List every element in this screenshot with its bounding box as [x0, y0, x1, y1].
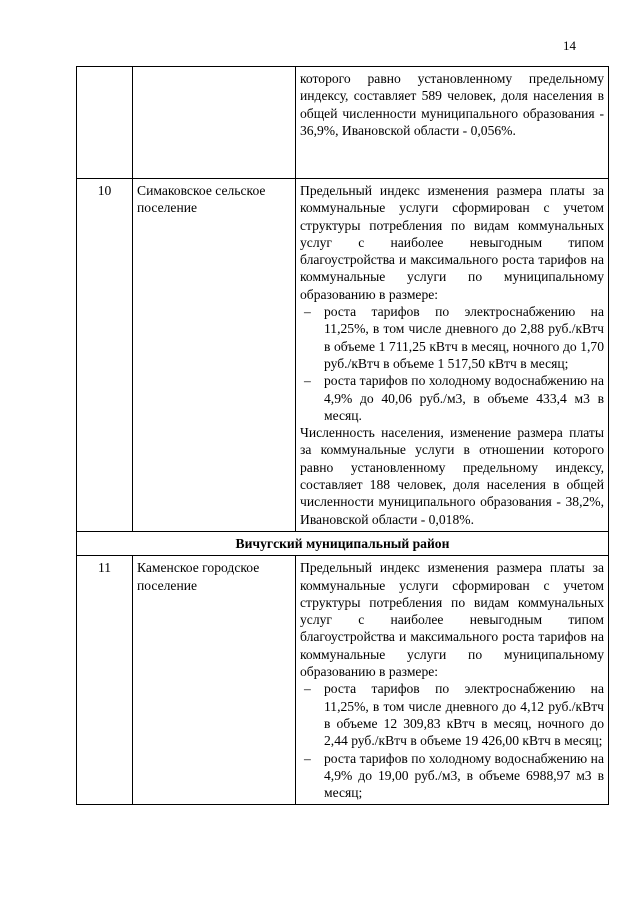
table-row — [77, 179, 609, 532]
bullet-list — [300, 680, 604, 801]
settlement-name: Симаковское сельское поселение — [133, 179, 296, 532]
list-item: – роста тарифов по холодному водоснабжению на 4,9% до 19,00 руб./м3, в объеме 6988,97 м3 в месяц; — [304, 750, 604, 801]
description-closing: Численность населения, изменение размера платы за коммунальные услуги в отношении которого равно установленному предельному индексу, составляет 188 человек, доля населения в общей численности муниципального образования - 38,2%, Ивановской области - 0,018%. — [300, 425, 604, 527]
dash-bullet: – — [304, 750, 311, 766]
section-header-row — [77, 531, 609, 555]
cell-description — [296, 556, 609, 805]
list-item: – роста тарифов по электроснабжению на 11,25%, в том числе дневного до 2,88 руб./кВтч в объеме 1 711,25 кВтч в месяц, ночного до 1,70 руб./кВтч в объеме 1 517,50 кВтч в месяц; — [304, 304, 604, 371]
cell-description — [296, 179, 609, 532]
dash-bullet: – — [304, 304, 311, 320]
dash-bullet: – — [304, 373, 311, 389]
description-text: которого равно установленному предельному индексу, составляет 589 человек, доля населения в общей численности муниципального образования - 36,9%, Ивановской области - 0,056%. — [300, 71, 604, 138]
bullet-list — [300, 303, 604, 424]
list-item: – роста тарифов по холодному водоснабжению на 4,9% до 40,06 руб./м3, в объеме 433,4 м3 в месяц. — [304, 373, 604, 423]
section-header: Вичугский муниципальный район — [77, 531, 609, 555]
row-number: 11 — [77, 556, 133, 805]
table-row — [77, 556, 609, 805]
cell-description — [296, 67, 609, 179]
table-row-continued — [77, 67, 609, 179]
row-number: 10 — [77, 179, 133, 532]
dash-bullet: – — [304, 681, 311, 697]
cell-num — [77, 67, 133, 179]
cell-name — [133, 67, 296, 179]
settlement-name: Каменское городское поселение — [133, 556, 296, 805]
list-item: – роста тарифов по электроснабжению на 11,25%, в том числе дневного до 4,12 руб./кВтч в объеме 12 309,83 кВтч в месяц, ночного до 2,44 руб./кВтч в объеме 19 426,00 кВтч в месяц; — [304, 681, 604, 749]
description-intro: Предельный индекс изменения размера платы за коммунальные услуги сформирован с учетом структуры потребления по видам коммунальных услуг с наиболее невыгодным типом благоустройства и максимального роста тарифов на коммунальные услуги по муниципальному образованию в размере: — [300, 560, 604, 680]
description-intro: Предельный индекс изменения размера платы за коммунальные услуги сформирован с учетом структуры потребления по видам коммунальных услуг с наиболее невыгодным типом благоустройства и максимального роста тарифов на коммунальные услуги по муниципальному образованию в размере: — [300, 183, 604, 302]
tariff-table — [76, 66, 609, 805]
page-number: 14 — [563, 38, 576, 53]
